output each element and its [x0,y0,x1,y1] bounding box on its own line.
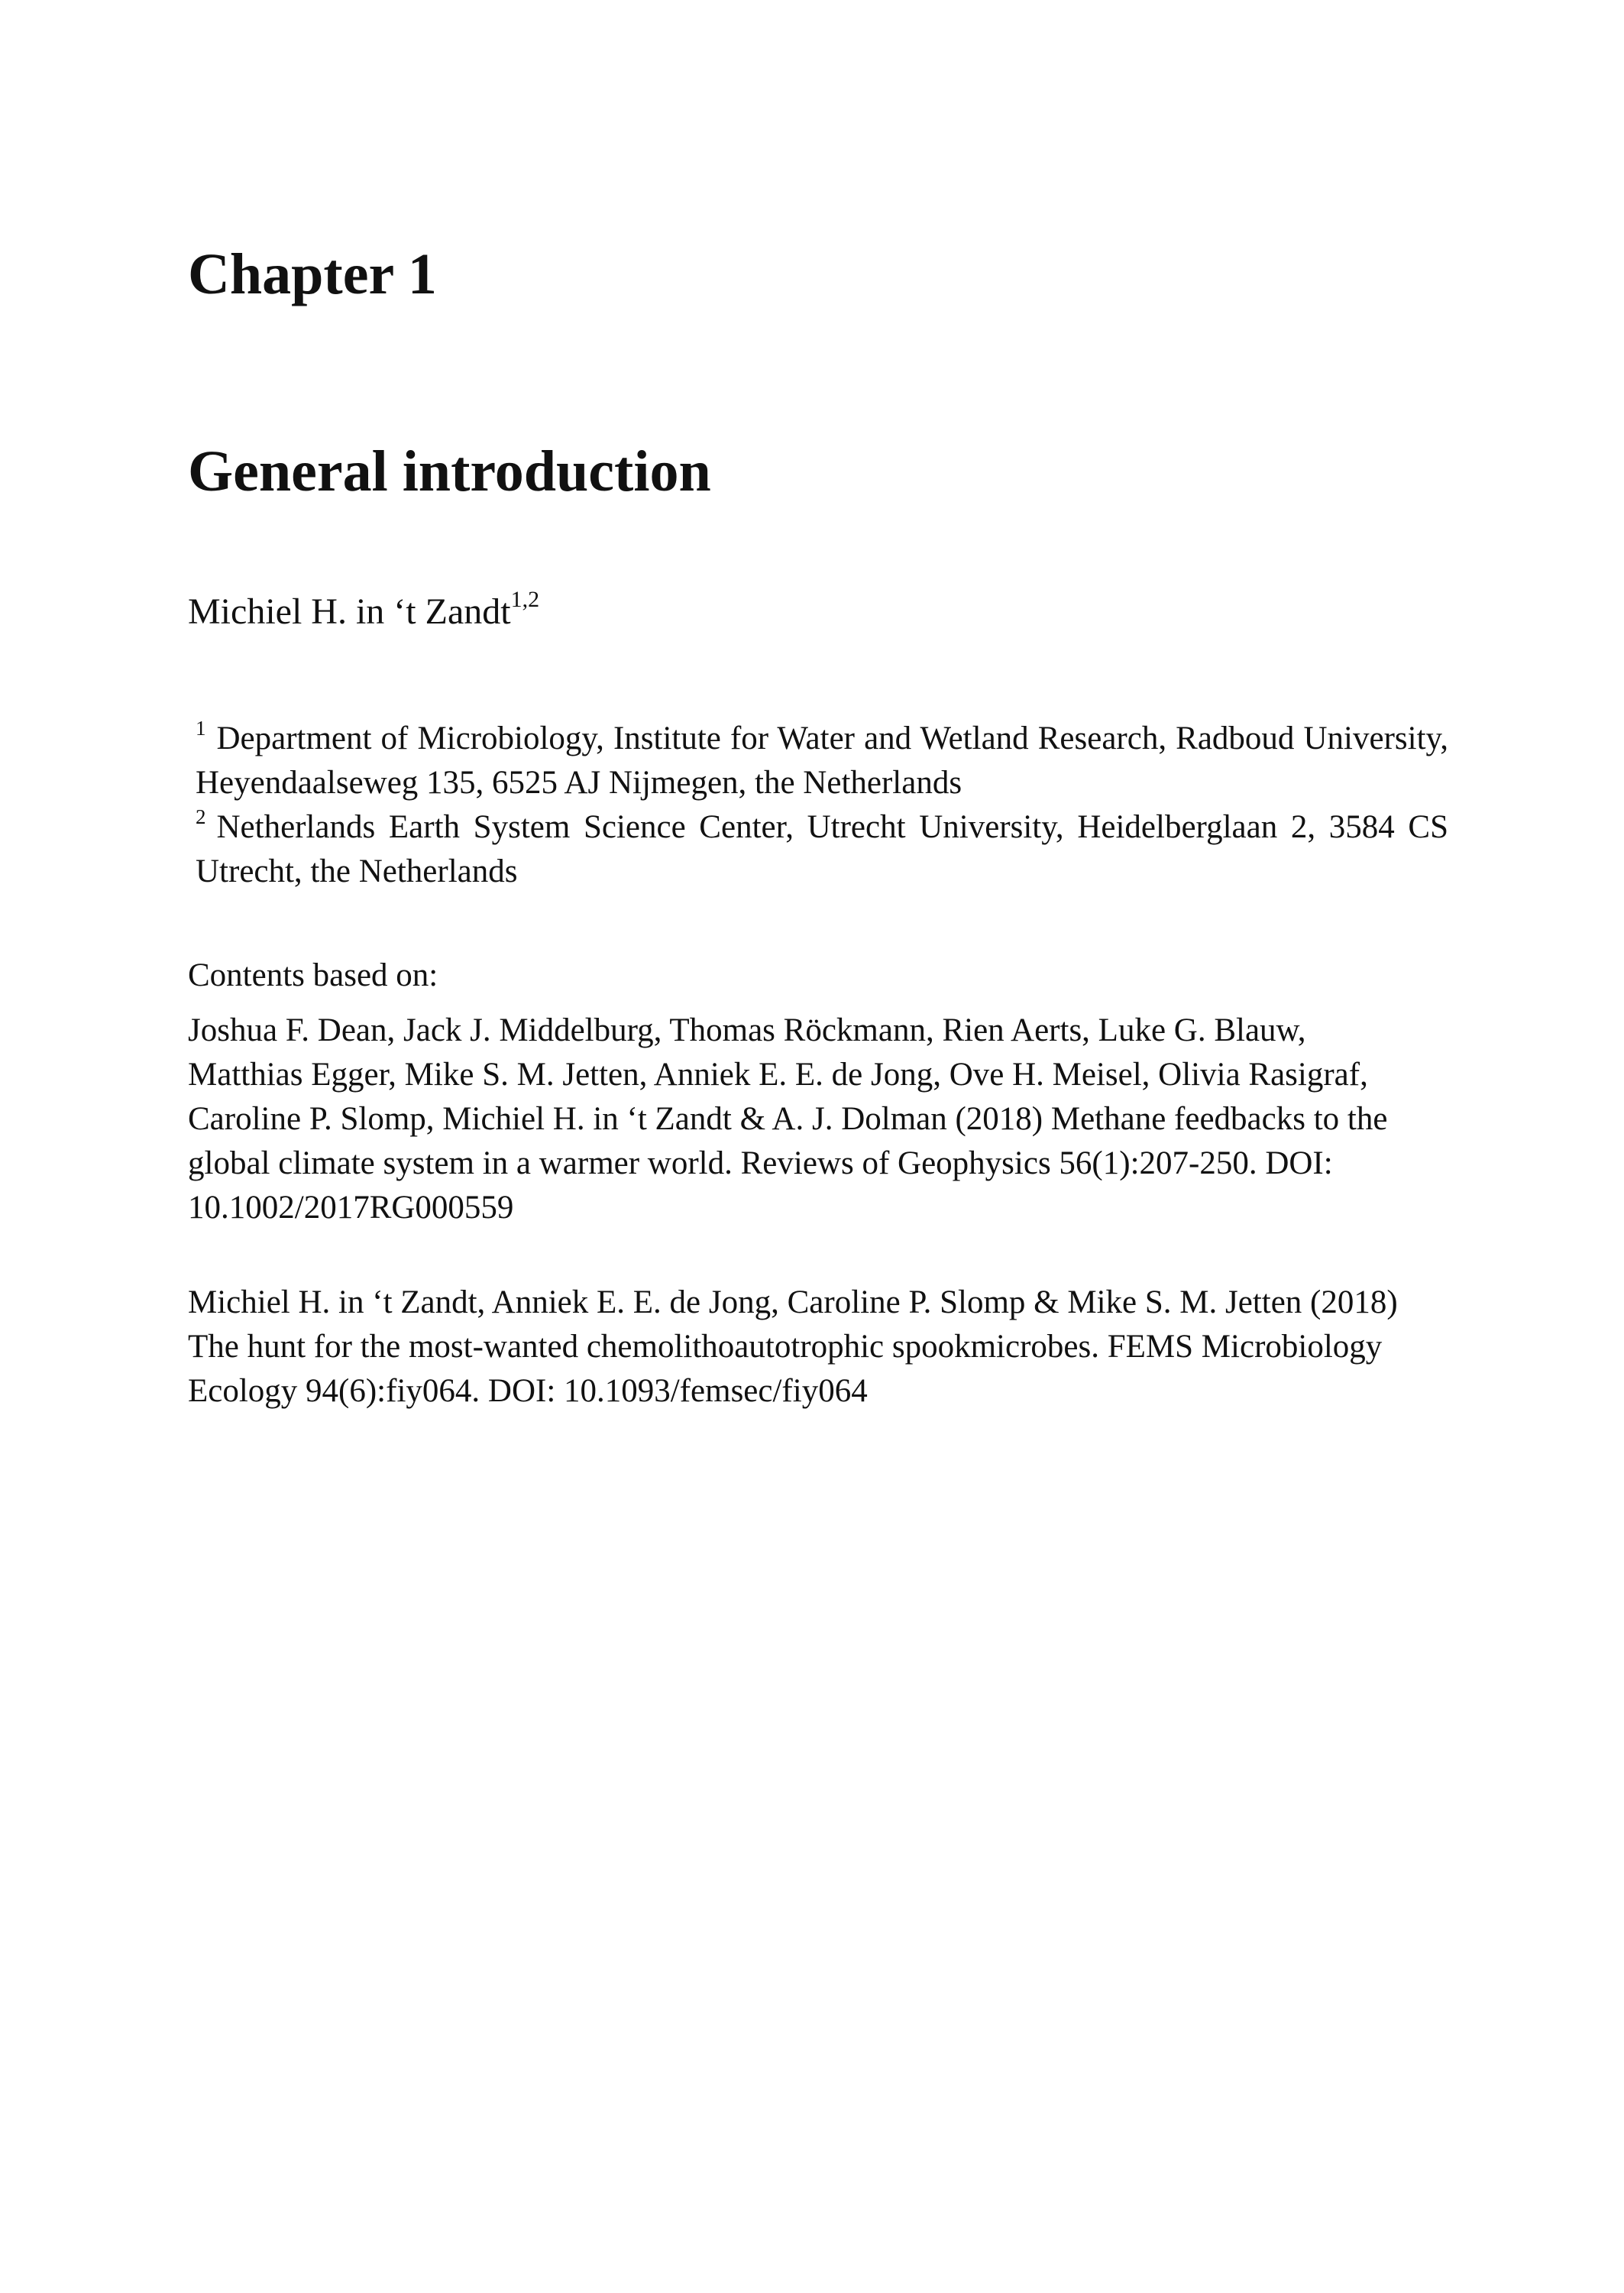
author-affiliation-marks: 1,2 [510,587,540,612]
chapter-title: General introduction [188,439,711,504]
affiliations [196,717,1448,894]
affiliation-mark: 2 [196,805,206,828]
reference-line: Matthias Egger, Mike S. M. Jetten, Anniek E. E. de Jong, Ove H. Meisel, Olivia Rasigraf, [188,1057,1368,1093]
affiliation-1 [196,717,1448,805]
contents-heading: Contents based on: [188,957,438,993]
reference-line: Ecology 94(6):fiy064. DOI: 10.1093/femsec/fiy064 [188,1373,868,1409]
reference-line: Michiel H. in ‘t Zandt, Anniek E. E. de Jong, Caroline P. Slomp & Mike S. M. Jetten (2018) [188,1284,1398,1320]
reference-2 [188,1281,1398,1414]
author-name: Michiel H. in ‘t Zandt [188,591,511,632]
chapter-label: Chapter 1 [188,242,437,306]
affiliation-text: Netherlands Earth System Science Center, Utrecht University, Heidelberglaan 2, 3584 CS Utrecht, the Netherlands [196,809,1448,889]
author-line [188,587,540,634]
reference-1 [188,1009,1387,1230]
affiliation-mark: 1 [196,717,206,740]
reference-line: Joshua F. Dean, Jack J. Middelburg, Thomas Röckmann, Rien Aerts, Luke G. Blauw, [188,1012,1306,1048]
reference-line: global climate system in a warmer world. Reviews of Geophysics 56(1):207-250. DOI: [188,1145,1333,1181]
reference-line: 10.1002/2017RG000559 [188,1190,514,1226]
affiliation-text: Department of Microbiology, Institute for Water and Wetland Research, Radboud University, Heyendaalseweg 135, 6525 AJ Nijmegen, the Netherlands [196,721,1448,801]
affiliation-2 [196,805,1448,894]
reference-line: Caroline P. Slomp, Michiel H. in ‘t Zandt & A. J. Dolman (2018) Methane feedbacks to the [188,1101,1388,1137]
reference-line: The hunt for the most-wanted chemolithoautotrophic spookmicrobes. FEMS Microbiology [188,1329,1383,1365]
